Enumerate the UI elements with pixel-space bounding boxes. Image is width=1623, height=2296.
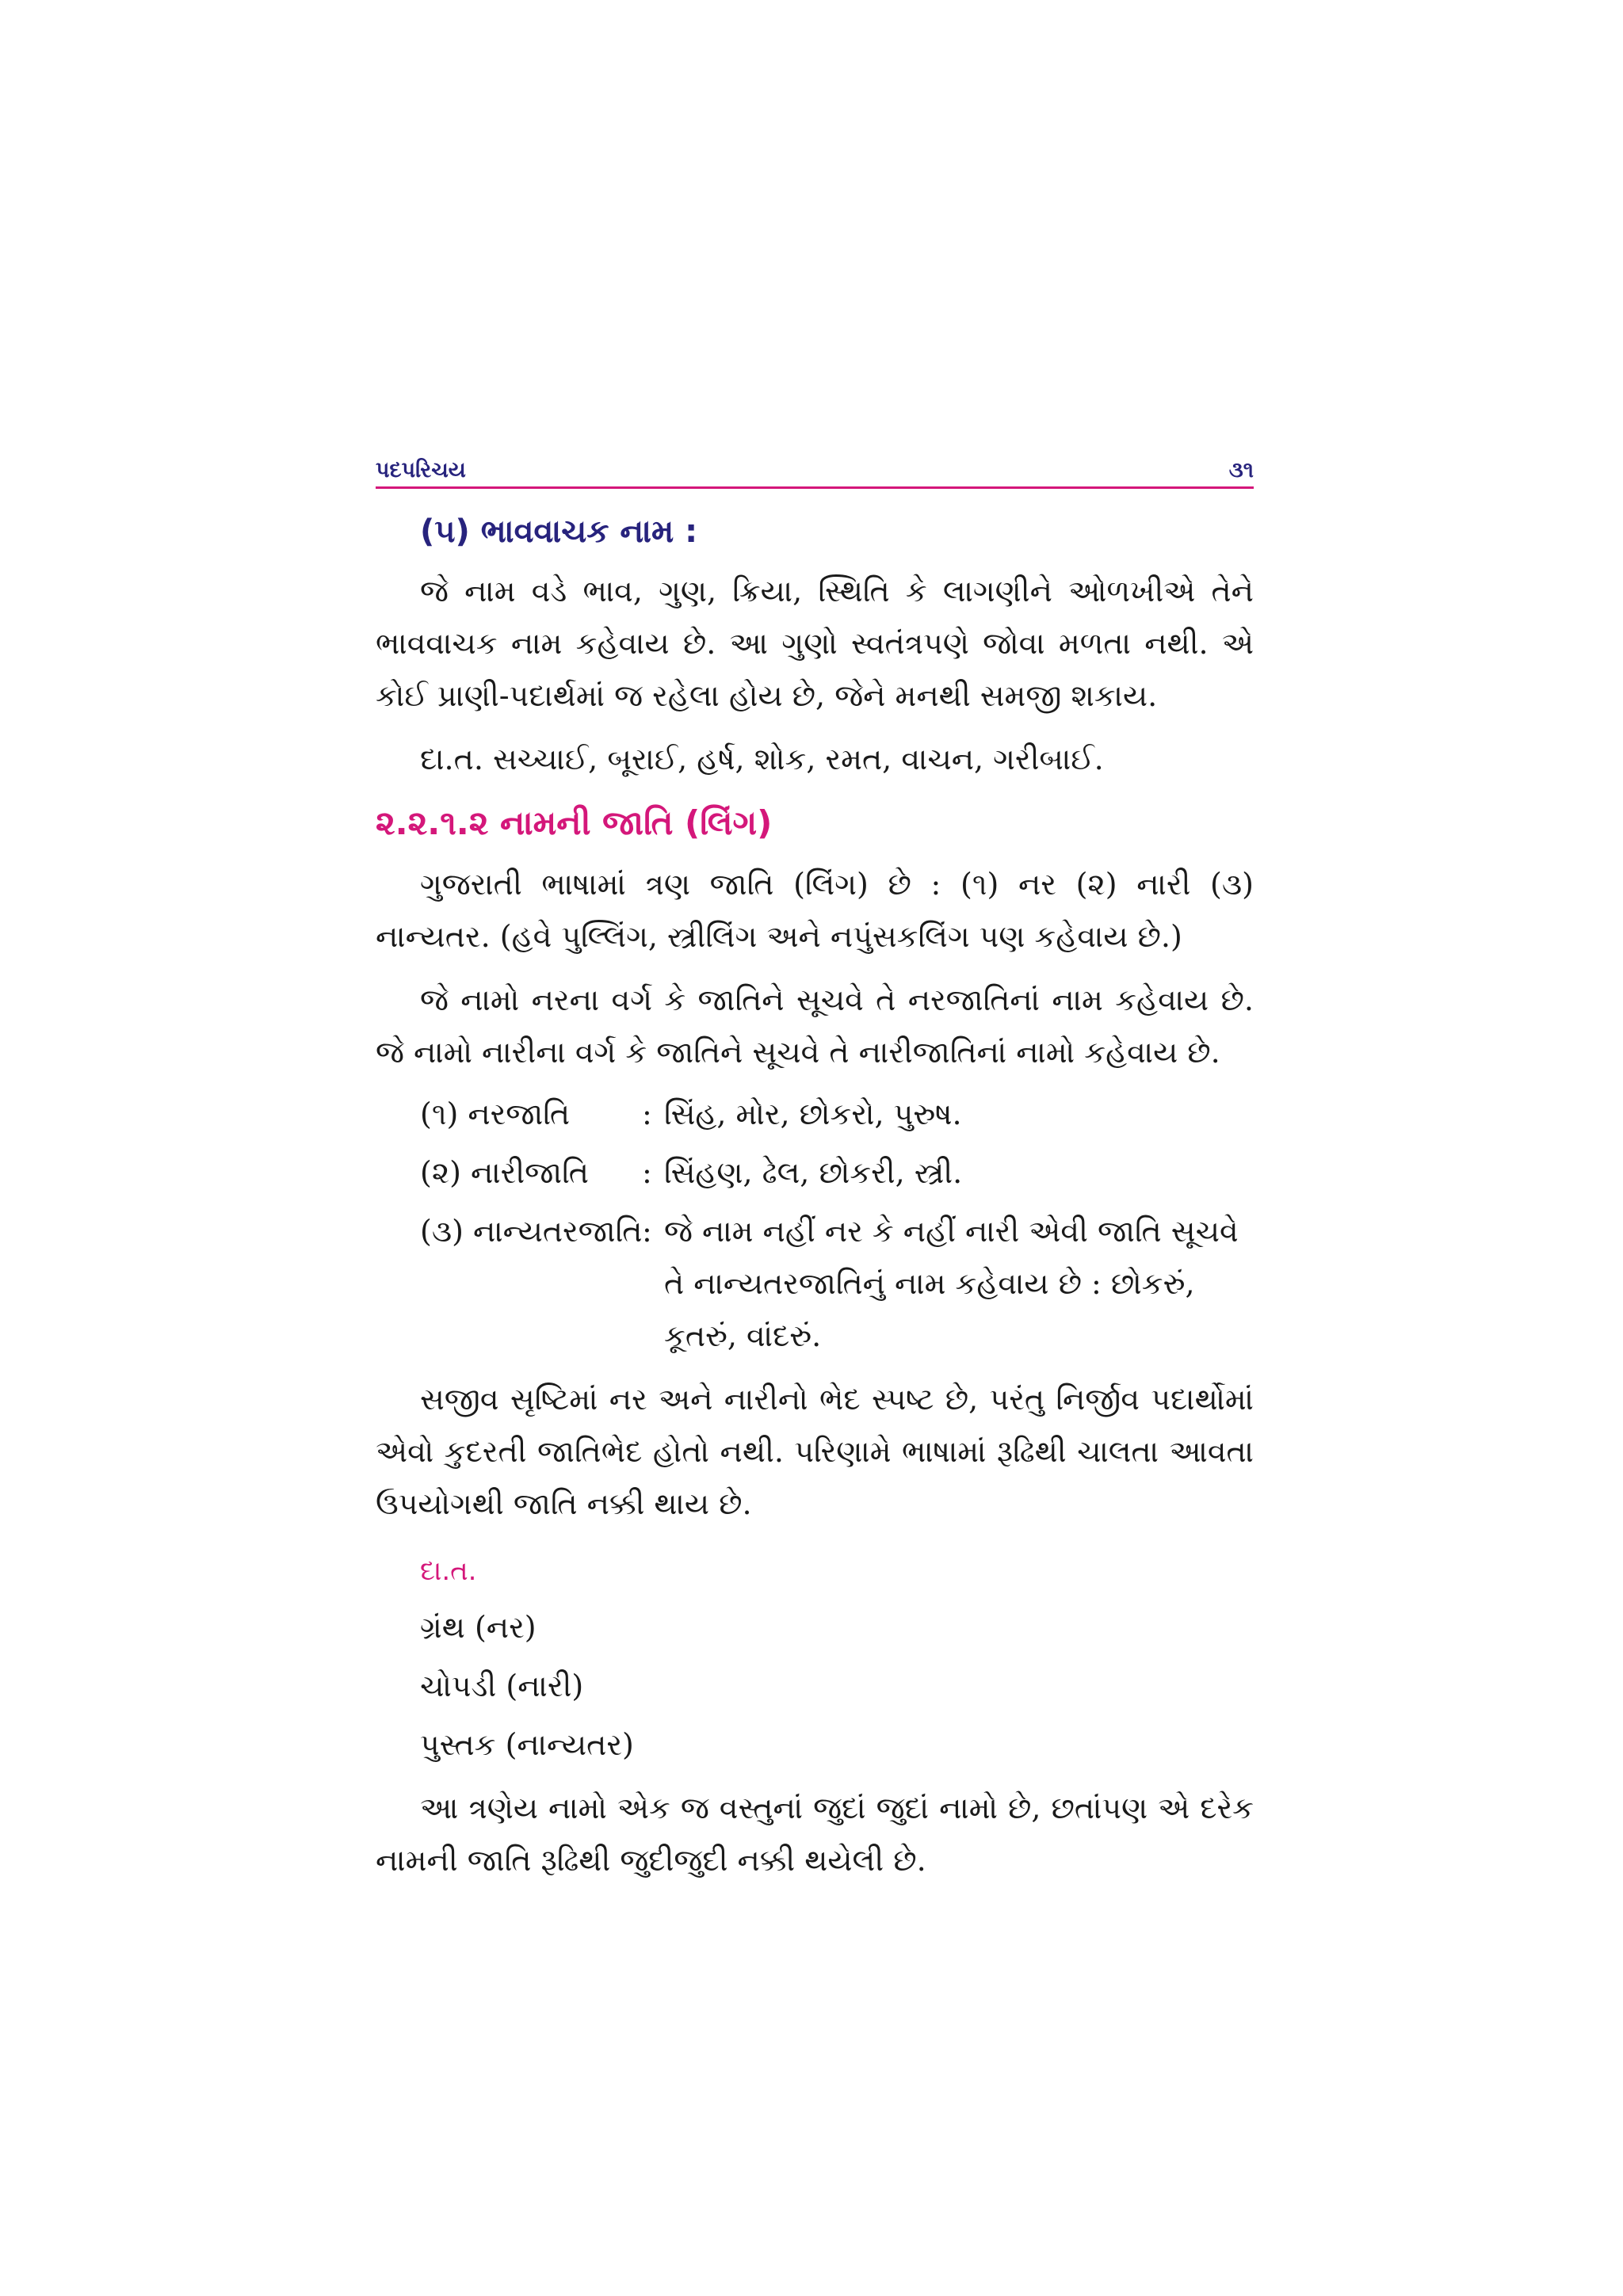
list-item-text: સિંહણ, ઢેલ, છોકરી, સ્ત્રી.: [664, 1155, 963, 1190]
list-item-colon: :: [642, 1097, 652, 1131]
example-item: પુસ્તક (નાન્યતર): [420, 1727, 634, 1762]
paragraph-jati-definition: જે નામો નરના વર્ગ કે જાતિને સૂચવે તે નરજાતિનાં નામ કહેવાય છે. જે નામો નારીના વર્ગ કે જાતિને સૂચવે તે નારીજાતિનાં નામો કહેવાય છે.: [376, 982, 1254, 1070]
paragraph-jati-nirjiv: સજીવ સૃષ્ટિમાં નર અને નારીનો ભેદ સ્પષ્ટ છે, પરંતુ નિર્જીવ પદાર્થોમાં એવો કુદરતી જાતિભેદ હોતો નથી. પરિણામે ભાષામાં રૂઢિથી ચાલતા આવતા ઉપયોગથી જાતિ નક્કી થાય છે.: [376, 1382, 1254, 1521]
list-item-label: (૧) નરજાતિ: [420, 1097, 571, 1131]
page-number: ૩૧: [1228, 458, 1254, 482]
example-item: ચોપડી (નારી): [420, 1669, 584, 1703]
list-item: [420, 1146, 1254, 1199]
paragraph-jati-conclusion: આ ત્રણેય નામો એક જ વસ્તુનાં જુદાં જુદાં નામો છે, છતાંપણ એ દરેક નામની જાતિ રૂઢિથી જુદીજુદી નક્કી થયેલી છે.: [376, 1791, 1254, 1878]
list-item-label: (૨) નારીજાતિ: [420, 1155, 589, 1190]
list-item: [420, 1088, 1254, 1140]
heading-bhavvachak: (૫) ભાવવાચક નામ :: [420, 513, 698, 550]
example-label: દા.ત.: [420, 1555, 477, 1587]
list-item-colon: :: [642, 1155, 652, 1190]
running-header: [376, 444, 1254, 489]
example-item: ગ્રંથ (નર): [420, 1610, 537, 1645]
list-item-label: (૩) નાન્યતરજાતિ: [420, 1214, 643, 1249]
heading-naam-jati: ૨.૨.૧.૨ નામની જાતિ (લિંગ): [376, 803, 773, 842]
jati-list: [420, 1088, 1254, 1362]
section-title: પદપરિચય: [376, 458, 466, 482]
list-item: [420, 1205, 1254, 1362]
page: [376, 444, 1254, 1886]
paragraph-bhav-example: દા.ત. સચ્ચાઈ, બૂરાઈ, હર્ષ, શોક, રમત, વાચન, ગરીબાઈ.: [420, 742, 1104, 776]
paragraph-jati-intro: ગુજરાતી ભાષામાં ત્રણ જાતિ (લિંગ) છે : (૧) નર (૨) નારી (૩) નાન્યતર. (હવે પુલ્લિંગ, સ્ત્રીલિંગ અને નપુંસકલિંગ પણ કહેવાય છે.): [376, 867, 1254, 954]
list-item-colon: :: [642, 1214, 652, 1249]
list-item-text: સિંહ, મોર, છોકરો, પુરુષ.: [664, 1097, 962, 1131]
list-item-text: જે નામ નહીં નર કે નહીં નારી એવી જાતિ સૂચવે તે નાન્યતરજાતિનું નામ કહેવાય છે : છોકરું, કૂતરું, વાંદરું.: [664, 1214, 1239, 1353]
paragraph-bhav-definition: જે નામ વડે ભાવ, ગુણ, ક્રિયા, સ્થિતિ કે લાગણીને ઓળખીએ તેને ભાવવાચક નામ કહેવાય છે. આ ગુણો સ્વતંત્રપણે જોવા મળતા નથી. એ કોઈ પ્રાણી-પદાર્થમાં જ રહેલા હોય છે, જેને મનથી સમજી શકાય.: [376, 574, 1254, 713]
